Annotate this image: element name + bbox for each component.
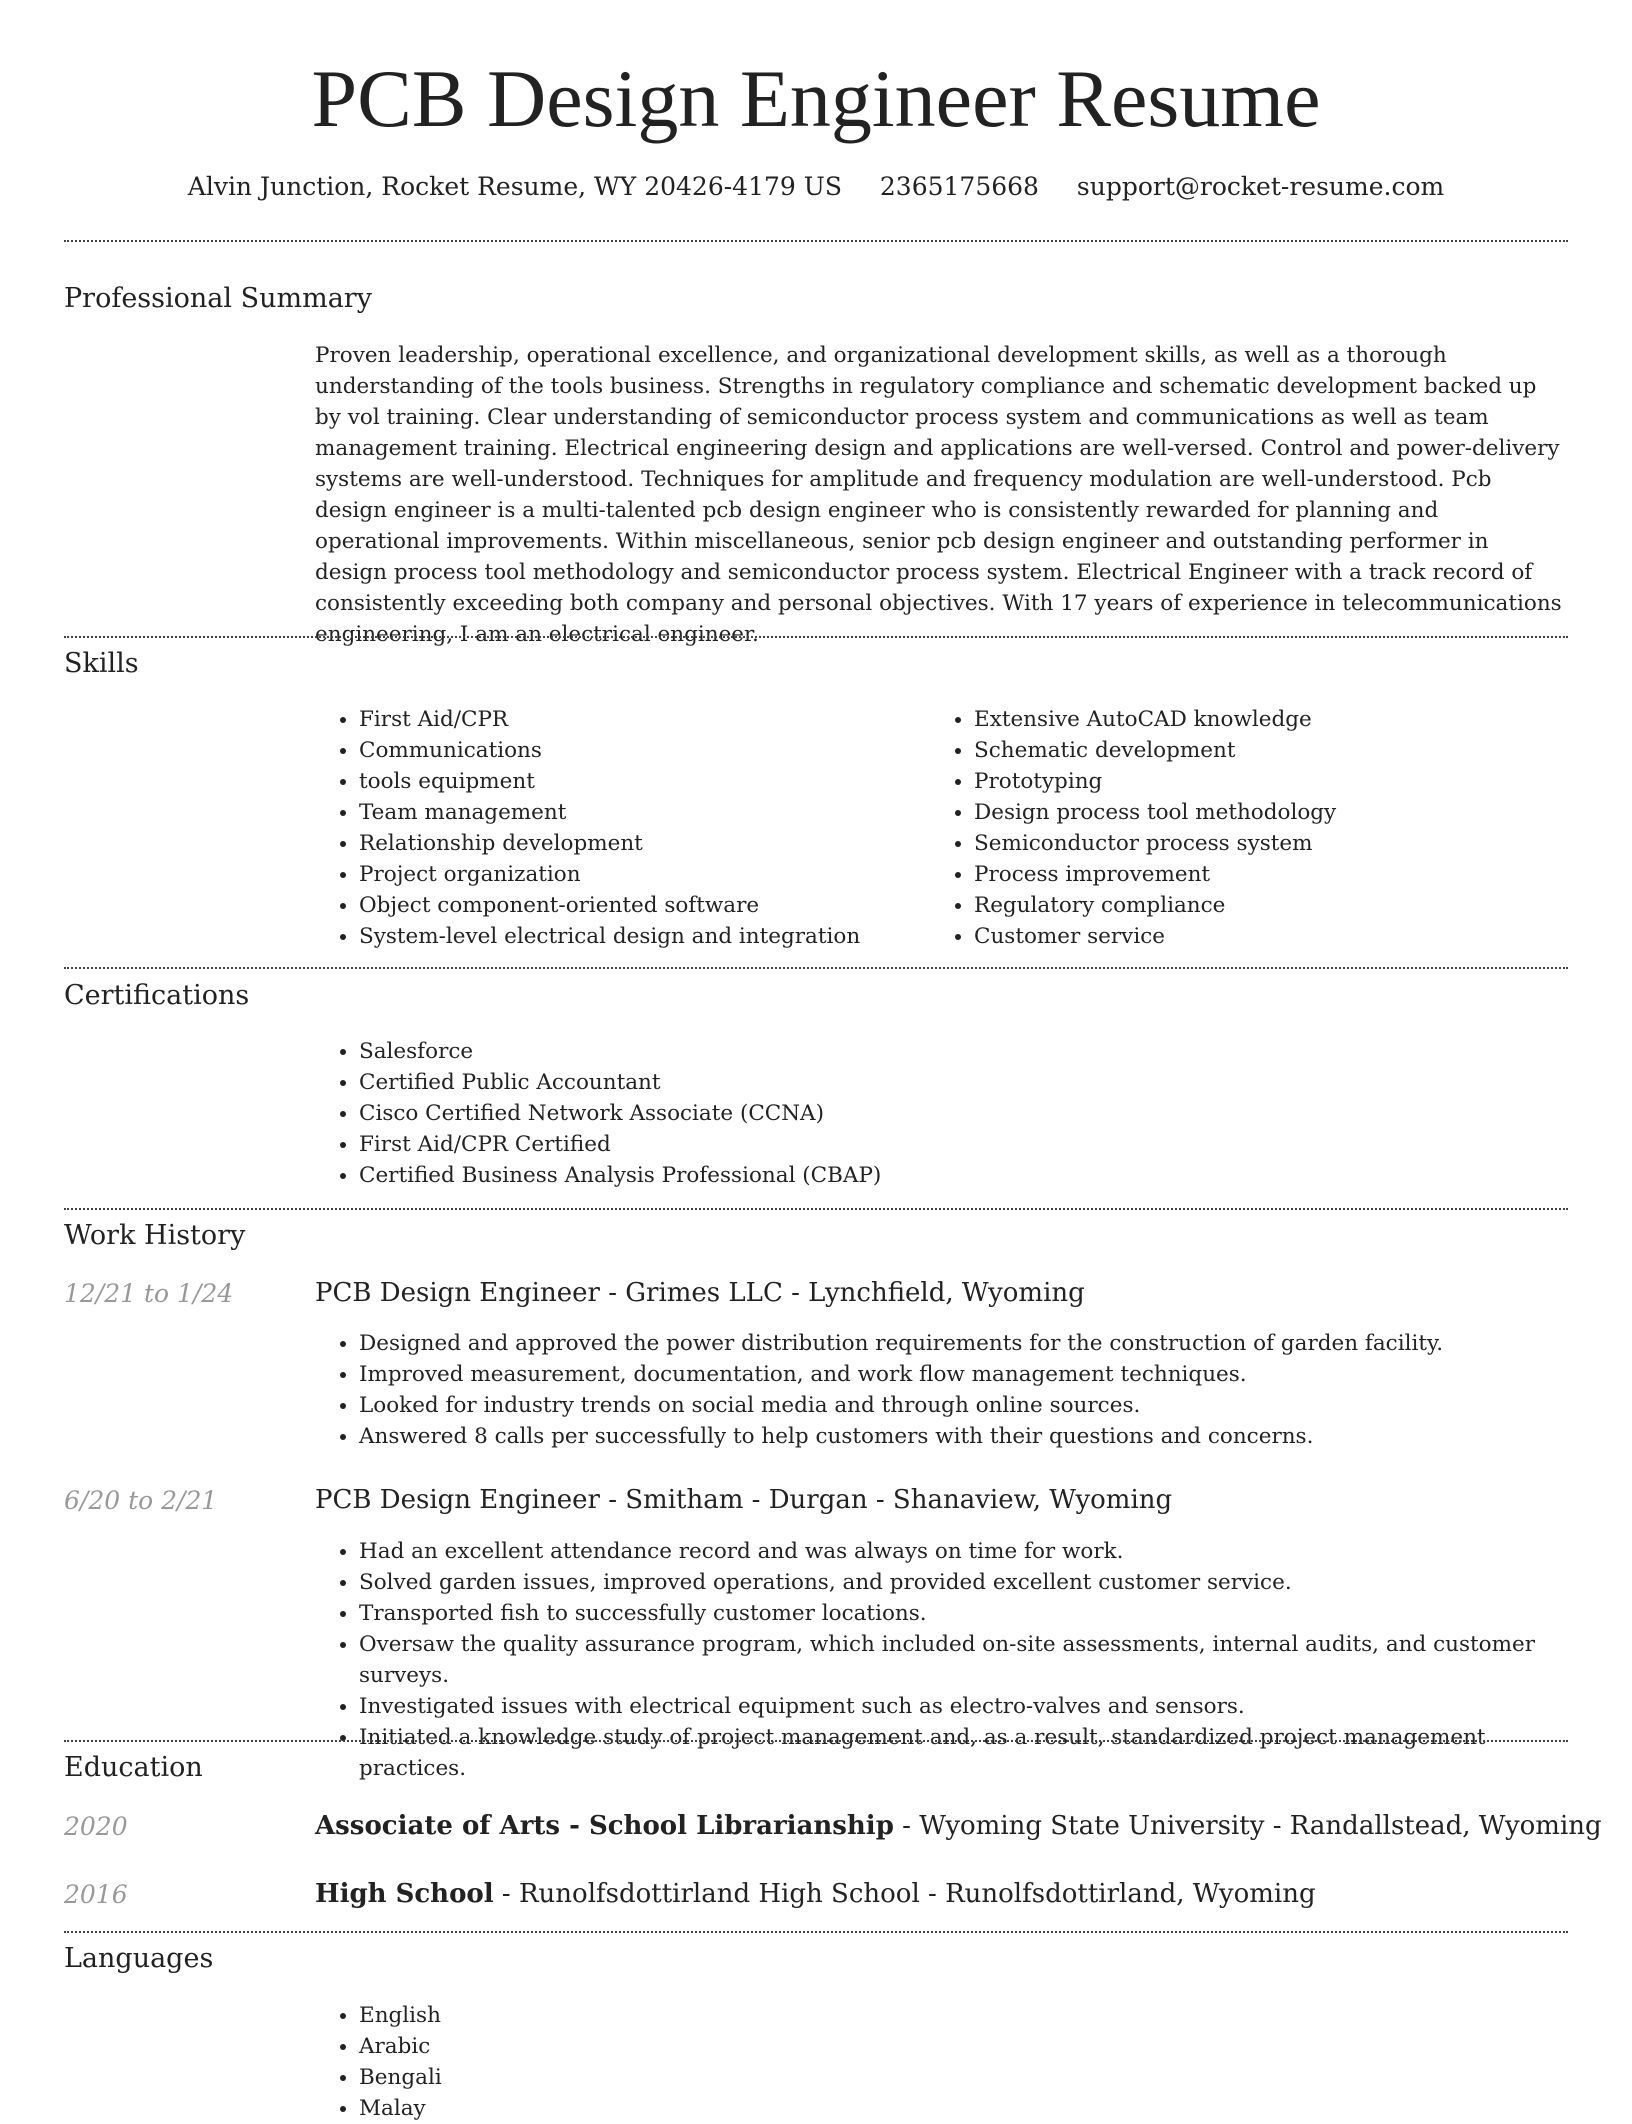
education-degree: High School xyxy=(315,1879,494,1909)
divider xyxy=(64,1931,1568,1933)
certification-item: • First Aid/CPR Certified xyxy=(359,1129,1565,1160)
job-dates: 12/21 to 1/24 xyxy=(64,1279,234,1308)
contact-address: Alvin Junction, Rocket Resume, WY 20426-4179 US xyxy=(187,172,842,201)
contact-phone: 2365175668 xyxy=(879,172,1039,201)
skill-item: • Relationship development xyxy=(359,828,915,859)
job-bullet: • Transported fish to successfully customer locations. xyxy=(359,1598,1565,1629)
skills-heading: Skills xyxy=(64,648,139,679)
work-heading: Work History xyxy=(64,1220,246,1251)
certifications-section xyxy=(315,1036,1565,1191)
summary-heading: Professional Summary xyxy=(64,283,372,314)
education-year: 2016 xyxy=(64,1880,128,1909)
certification-item: • Certified Public Accountant xyxy=(359,1067,1565,1098)
skill-item: • Design process tool methodology xyxy=(974,797,1560,828)
job-bullet: • Had an excellent attendance record and was always on time for work. xyxy=(359,1536,1565,1567)
job-bullet: • Looked for industry trends on social media and through online sources. xyxy=(359,1390,1565,1421)
contact-email: support@rocket-resume.com xyxy=(1076,172,1445,201)
job-bullets xyxy=(315,1536,1565,1784)
education-entry xyxy=(315,1879,1316,1909)
skill-item: • Semiconductor process system xyxy=(974,828,1560,859)
education-school: - Wyoming State University - Randallstead, Wyoming xyxy=(893,1811,1602,1841)
skill-item: • Communications xyxy=(359,735,915,766)
job-bullet: • Answered 8 calls per successfully to help customers with their questions and concerns. xyxy=(359,1421,1565,1452)
language-item: • Arabic xyxy=(359,2031,1565,2062)
summary-section xyxy=(315,340,1565,650)
skill-item: • Object component-oriented software xyxy=(359,890,915,921)
divider xyxy=(64,240,1568,242)
job-bullet: • Designed and approved the power distribution requirements for the construction of garden facility. xyxy=(359,1328,1565,1359)
divider xyxy=(64,1740,1568,1742)
skills-left-column xyxy=(315,704,915,952)
job-bullet: • Initiated a knowledge study of project management and, as a result, standardized project management practices. xyxy=(359,1722,1565,1784)
job-bullet: • Investigated issues with electrical equipment such as electro-valves and sensors. xyxy=(359,1691,1565,1722)
certification-item: • Certified Business Analysis Professional (CBAP) xyxy=(359,1160,1565,1191)
job-title: PCB Design Engineer - Smitham - Durgan - Shanaview, Wyoming xyxy=(315,1485,1173,1515)
job-bullet-list xyxy=(315,1536,1565,1784)
divider xyxy=(64,1208,1568,1210)
language-item: • English xyxy=(359,2000,1565,2031)
language-item: • Malay xyxy=(359,2093,1565,2124)
job-title: PCB Design Engineer - Grimes LLC - Lynchfield, Wyoming xyxy=(315,1278,1085,1308)
page-title: PCB Design Engineer Resume xyxy=(311,53,1321,144)
languages-list xyxy=(315,2000,1565,2124)
skills-right-column xyxy=(930,704,1560,952)
education-year: 2020 xyxy=(64,1812,128,1841)
certification-item: • Cisco Certified Network Associate (CCNA) xyxy=(359,1098,1565,1129)
skill-item: • tools equipment xyxy=(359,766,915,797)
job-bullets xyxy=(315,1328,1565,1452)
job-dates: 6/20 to 2/21 xyxy=(64,1486,218,1515)
skill-item: • Regulatory compliance xyxy=(974,890,1560,921)
certifications-list xyxy=(315,1036,1565,1191)
job-bullet: • Solved garden issues, improved operations, and provided excellent customer service. xyxy=(359,1567,1565,1598)
skill-item: • Prototyping xyxy=(974,766,1560,797)
skill-item: • Team management xyxy=(359,797,915,828)
summary-text: Proven leadership, operational excellence, and organizational development skills, as well as a thorough understanding of the tools business. Strengths in regulatory compliance and schematic development backed up by vol training. Clear understanding of semiconductor process system and communications as well as team management training. Electrical engineering design and applications are well-versed. Control and power-delivery systems are well-understood. Techniques for amplitude and frequency modulation are well-understood. Pcb design engineer is a multi-talented pcb design engineer who is consistently rewarded for planning and operational improvements. Within miscellaneous, senior pcb design engineer and outstanding performer in design process tool methodology and semiconductor process system. Electrical Engineer with a track record of consistently exceeding both company and personal objectives. With 17 years of experience in telecommunications engineering, I am an electrical engineer. xyxy=(315,343,1562,647)
languages-heading: Languages xyxy=(64,1943,214,1974)
language-item: • Bengali xyxy=(359,2062,1565,2093)
job-bullet-list xyxy=(315,1328,1565,1452)
skills-left-list xyxy=(315,704,915,952)
skill-item: • Project organization xyxy=(359,859,915,890)
job-bullet: • Improved measurement, documentation, and work flow management techniques. xyxy=(359,1359,1565,1390)
certifications-heading: Certifications xyxy=(64,980,250,1011)
education-heading: Education xyxy=(64,1752,203,1783)
skill-item: • Schematic development xyxy=(974,735,1560,766)
skill-item: • First Aid/CPR xyxy=(359,704,915,735)
skill-item: • Process improvement xyxy=(974,859,1560,890)
education-degree: Associate of Arts - School Librarianship xyxy=(315,1811,894,1841)
contact-line xyxy=(0,172,1632,201)
skill-item: • Extensive AutoCAD knowledge xyxy=(974,704,1560,735)
skill-item: • Customer service xyxy=(974,921,1560,952)
divider xyxy=(64,636,1568,638)
skill-item: • System-level electrical design and integration xyxy=(359,921,915,952)
job-bullet: • Oversaw the quality assurance program, which included on-site assessments, internal audits, and customer surveys. xyxy=(359,1629,1565,1691)
education-school: - Runolfsdottirland High School - Runolfsdottirland, Wyoming xyxy=(493,1879,1316,1909)
languages-section xyxy=(315,2000,1565,2124)
divider xyxy=(64,967,1568,969)
certification-item: • Salesforce xyxy=(359,1036,1565,1067)
education-entry xyxy=(315,1811,1602,1841)
skills-right-list xyxy=(930,704,1560,952)
